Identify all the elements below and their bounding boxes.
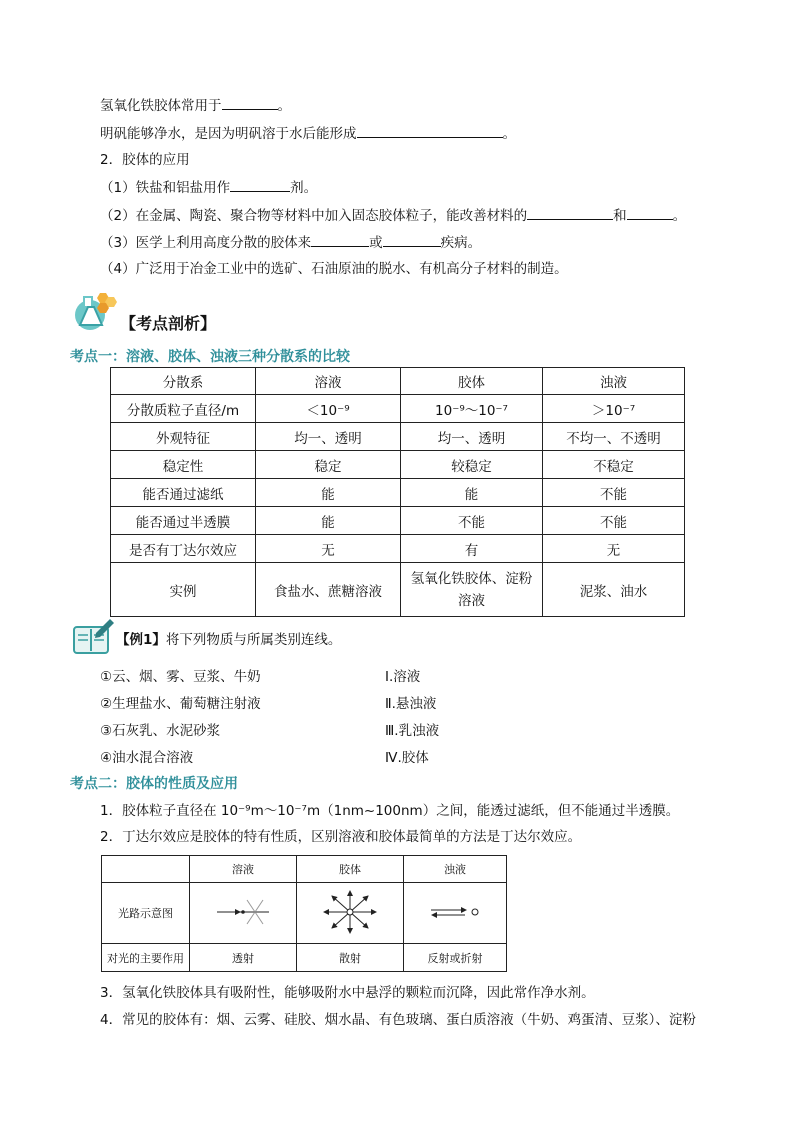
table-cell: 反射或折射 bbox=[404, 944, 507, 972]
table-header: 胶体 bbox=[297, 856, 404, 883]
table-header: 溶液 bbox=[256, 368, 401, 395]
text: 或 bbox=[369, 235, 383, 251]
blank[interactable] bbox=[311, 233, 369, 247]
kp2-title: 考点二：胶体的性质及应用 bbox=[70, 776, 238, 792]
table-cell: 泥浆、油水 bbox=[543, 563, 685, 617]
flask-icon bbox=[70, 291, 118, 331]
table-cell: 有 bbox=[401, 535, 543, 563]
table-cell: 无 bbox=[543, 535, 685, 563]
table-cell: 10⁻⁹～10⁻⁷ bbox=[401, 395, 543, 423]
table-cell: 稳定性 bbox=[111, 451, 256, 479]
table-cell: 不均一、不透明 bbox=[543, 423, 685, 451]
list-item: Ⅰ.溶液 bbox=[385, 669, 421, 685]
kp2-paragraph-4: 4．常见的胶体有：烟、云雾、硅胶、烟水晶、有色玻璃、蛋白质溶液（牛奶、鸡蛋清、豆浆）、淀粉 bbox=[100, 1012, 696, 1028]
table-cell: 均一、透明 bbox=[401, 423, 543, 451]
list-item: ④油水混合溶液 bbox=[100, 750, 194, 766]
colloid-light-diagram bbox=[297, 883, 404, 944]
text: 剂。 bbox=[290, 180, 318, 196]
section-header bbox=[70, 291, 730, 331]
section-title: 【考点剖析】 bbox=[120, 314, 217, 333]
transmission-diagram bbox=[213, 892, 273, 932]
blank[interactable] bbox=[230, 178, 290, 192]
example-title bbox=[116, 628, 341, 648]
table-cell: 不能 bbox=[543, 507, 685, 535]
table-cell: 散射 bbox=[297, 944, 404, 972]
table-cell: 能 bbox=[256, 479, 401, 507]
table-row bbox=[111, 451, 685, 479]
table-cell: 不稳定 bbox=[543, 451, 685, 479]
text: 氢氧化铁胶体常用于 bbox=[100, 98, 222, 114]
table-cell: 氢氧化铁胶体、淀粉溶液 bbox=[401, 563, 543, 617]
solution-light-diagram bbox=[190, 883, 297, 944]
table-cell: 不能 bbox=[543, 479, 685, 507]
blank[interactable] bbox=[222, 96, 278, 110]
blank[interactable] bbox=[527, 206, 613, 220]
list-item: ①云、烟、雾、豆浆、牛奶 bbox=[100, 669, 261, 685]
table-header: 浊液 bbox=[543, 368, 685, 395]
table-cell: 无 bbox=[256, 535, 401, 563]
dispersion-comparison-table bbox=[110, 367, 685, 617]
intro-line-1 bbox=[100, 96, 291, 115]
example-label: 【例1】 bbox=[116, 632, 166, 648]
table-cell: 分散质粒子直径/m bbox=[111, 395, 256, 423]
table-cell: 稳定 bbox=[256, 451, 401, 479]
text: 。 bbox=[502, 126, 516, 142]
section-2-heading bbox=[100, 151, 190, 169]
text: （2）在金属、陶瓷、聚合物等材料中加入固态胶体粒子，能改善材料的 bbox=[100, 208, 528, 224]
table-row bbox=[111, 563, 685, 617]
reflection-diagram bbox=[425, 897, 485, 927]
table-cell: 能 bbox=[256, 507, 401, 535]
text: （3）医学上利用高度分散的胶体来 bbox=[100, 235, 312, 251]
text: （4）广泛用于冶金工业中的选矿、石油原油的脱水、有机高分子材料的制造。 bbox=[100, 261, 568, 277]
table-cell: 食盐水、蔗糖溶液 bbox=[256, 563, 401, 617]
table-cell: 不能 bbox=[401, 507, 543, 535]
text: （1）铁盐和铝盐用作 bbox=[100, 180, 231, 196]
table-cell: 外观特征 bbox=[111, 423, 256, 451]
table-row bbox=[111, 507, 685, 535]
table-cell: 均一、透明 bbox=[256, 423, 401, 451]
kp2-paragraph-1: 1．胶体粒子直径在 10⁻⁹m～10⁻⁷m（1nm~100nm）之间，能透过滤纸，但不能通过半透膜。 bbox=[100, 803, 680, 819]
list-item: Ⅲ.乳浊液 bbox=[385, 723, 440, 739]
kp1-title: 考点一：溶液、胶体、浊液三种分散系的比较 bbox=[70, 349, 350, 365]
list-item: ③石灰乳、水泥砂浆 bbox=[100, 723, 221, 739]
text: 疾病。 bbox=[440, 235, 482, 251]
text: 明矾能够净水，是因为明矾溶于水后能形成 bbox=[100, 126, 357, 142]
table-header-row bbox=[111, 368, 685, 395]
light-path-table bbox=[101, 855, 507, 972]
example-text: 将下列物质与所属类别连线。 bbox=[165, 632, 342, 648]
table-cell: 是否有丁达尔效应 bbox=[111, 535, 256, 563]
table-cell: ＞10⁻⁷ bbox=[543, 395, 685, 423]
blank[interactable] bbox=[627, 206, 673, 220]
scattering-diagram bbox=[320, 888, 380, 936]
blank[interactable] bbox=[383, 233, 441, 247]
table-header: 溶液 bbox=[190, 856, 297, 883]
list-item: Ⅱ.悬浊液 bbox=[385, 696, 437, 712]
intro-line-2 bbox=[100, 124, 516, 143]
table-header: 浊液 bbox=[404, 856, 507, 883]
text: 。 bbox=[277, 98, 291, 114]
application-1 bbox=[100, 178, 317, 197]
blank[interactable] bbox=[357, 124, 503, 138]
table-row bbox=[111, 535, 685, 563]
suspension-light-diagram bbox=[404, 883, 507, 944]
table-cell: 能否通过滤纸 bbox=[111, 479, 256, 507]
notebook-pencil-icon bbox=[72, 617, 116, 655]
text: 2．胶体的应用 bbox=[100, 152, 190, 168]
text: 和 bbox=[613, 208, 627, 224]
table-cell: 光路示意图 bbox=[102, 883, 190, 944]
table-row bbox=[102, 883, 507, 944]
table-cell: 透射 bbox=[190, 944, 297, 972]
table-cell: 能否通过半透膜 bbox=[111, 507, 256, 535]
table-header-row bbox=[102, 856, 507, 883]
table-cell: 实例 bbox=[111, 563, 256, 617]
kp2-paragraph-2: 2．丁达尔效应是胶体的特有性质，区别溶液和胶体最简单的方法是丁达尔效应。 bbox=[100, 829, 582, 845]
table-header: 胶体 bbox=[401, 368, 543, 395]
kp2-paragraph-3: 3．氢氧化铁胶体具有吸附性，能够吸附水中悬浮的颗粒而沉降，因此常作净水剂。 bbox=[100, 985, 595, 1001]
table-row bbox=[111, 395, 685, 423]
table-cell: 对光的主要作用 bbox=[102, 944, 190, 972]
table-row bbox=[102, 944, 507, 972]
list-item: Ⅳ.胶体 bbox=[385, 750, 429, 766]
text: 。 bbox=[672, 208, 687, 224]
table-row bbox=[111, 479, 685, 507]
table-cell: 能 bbox=[401, 479, 543, 507]
table-cell: 较稳定 bbox=[401, 451, 543, 479]
table-row bbox=[111, 423, 685, 451]
application-4 bbox=[100, 260, 568, 278]
application-3 bbox=[100, 233, 481, 252]
list-item: ②生理盐水、葡萄糖注射液 bbox=[100, 696, 261, 712]
table-header bbox=[102, 856, 190, 883]
table-header: 分散系 bbox=[111, 368, 256, 395]
table-cell: ＜10⁻⁹ bbox=[256, 395, 401, 423]
application-2 bbox=[100, 206, 686, 225]
